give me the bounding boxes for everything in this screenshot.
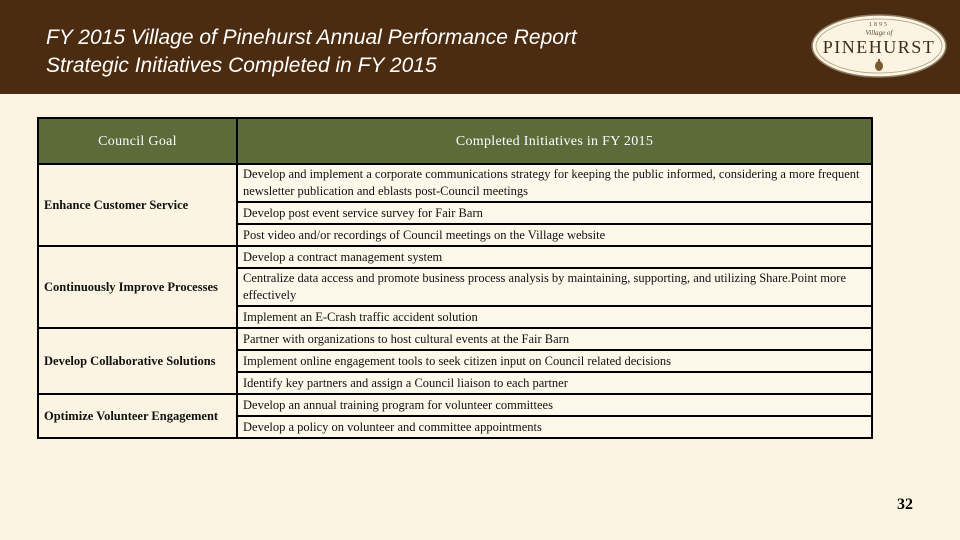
initiative-cell: Partner with organizations to host cultural events at the Fair Barn [237, 328, 872, 350]
initiative-cell: Implement online engagement tools to seek citizen input on Council related decisions [237, 350, 872, 372]
header-bar [0, 0, 960, 94]
table-row [38, 328, 872, 350]
column-header-goal: Council Goal [38, 118, 237, 164]
initiative-cell: Develop post event service survey for Fair Barn [237, 202, 872, 224]
logo-name: PINEHURST [822, 37, 936, 57]
logo-village-of: Village of [865, 29, 893, 37]
initiative-cell: Identify key partners and assign a Council liaison to each partner [237, 372, 872, 394]
goal-cell: Enhance Customer Service [38, 164, 237, 246]
table-row [38, 394, 872, 416]
initiative-cell: Post video and/or recordings of Council meetings on the Village website [237, 224, 872, 246]
title-line-2: Strategic Initiatives Completed in FY 2015 [46, 54, 437, 77]
initiative-cell: Develop and implement a corporate communications strategy for keeping the public informed, considering a more frequent newsletter publication and eblasts post-Council meetings [237, 164, 872, 202]
initiative-cell: Develop an annual training program for volunteer committees [237, 394, 872, 416]
initiative-cell: Develop a contract management system [237, 246, 872, 268]
column-header-initiatives: Completed Initiatives in FY 2015 [237, 118, 872, 164]
page-title [46, 24, 577, 80]
goal-cell: Continuously Improve Processes [38, 246, 237, 328]
initiative-cell: Centralize data access and promote business process analysis by maintaining, supporting, and utilizing Share.Point more effectively [237, 268, 872, 306]
pinehurst-logo [810, 12, 948, 78]
logo-year: 1895 [869, 22, 889, 28]
goal-cell: Develop Collaborative Solutions [38, 328, 237, 394]
initiatives-table [37, 117, 873, 439]
initiative-cell: Develop a policy on volunteer and committee appointments [237, 416, 872, 438]
initiative-cell: Implement an E-Crash traffic accident solution [237, 306, 872, 328]
table-row [38, 246, 872, 268]
table-row [38, 164, 872, 202]
goal-cell: Optimize Volunteer Engagement [38, 394, 237, 438]
page-number: 32 [897, 496, 913, 513]
title-line-1: FY 2015 Village of Pinehurst Annual Performance Report [46, 26, 577, 49]
